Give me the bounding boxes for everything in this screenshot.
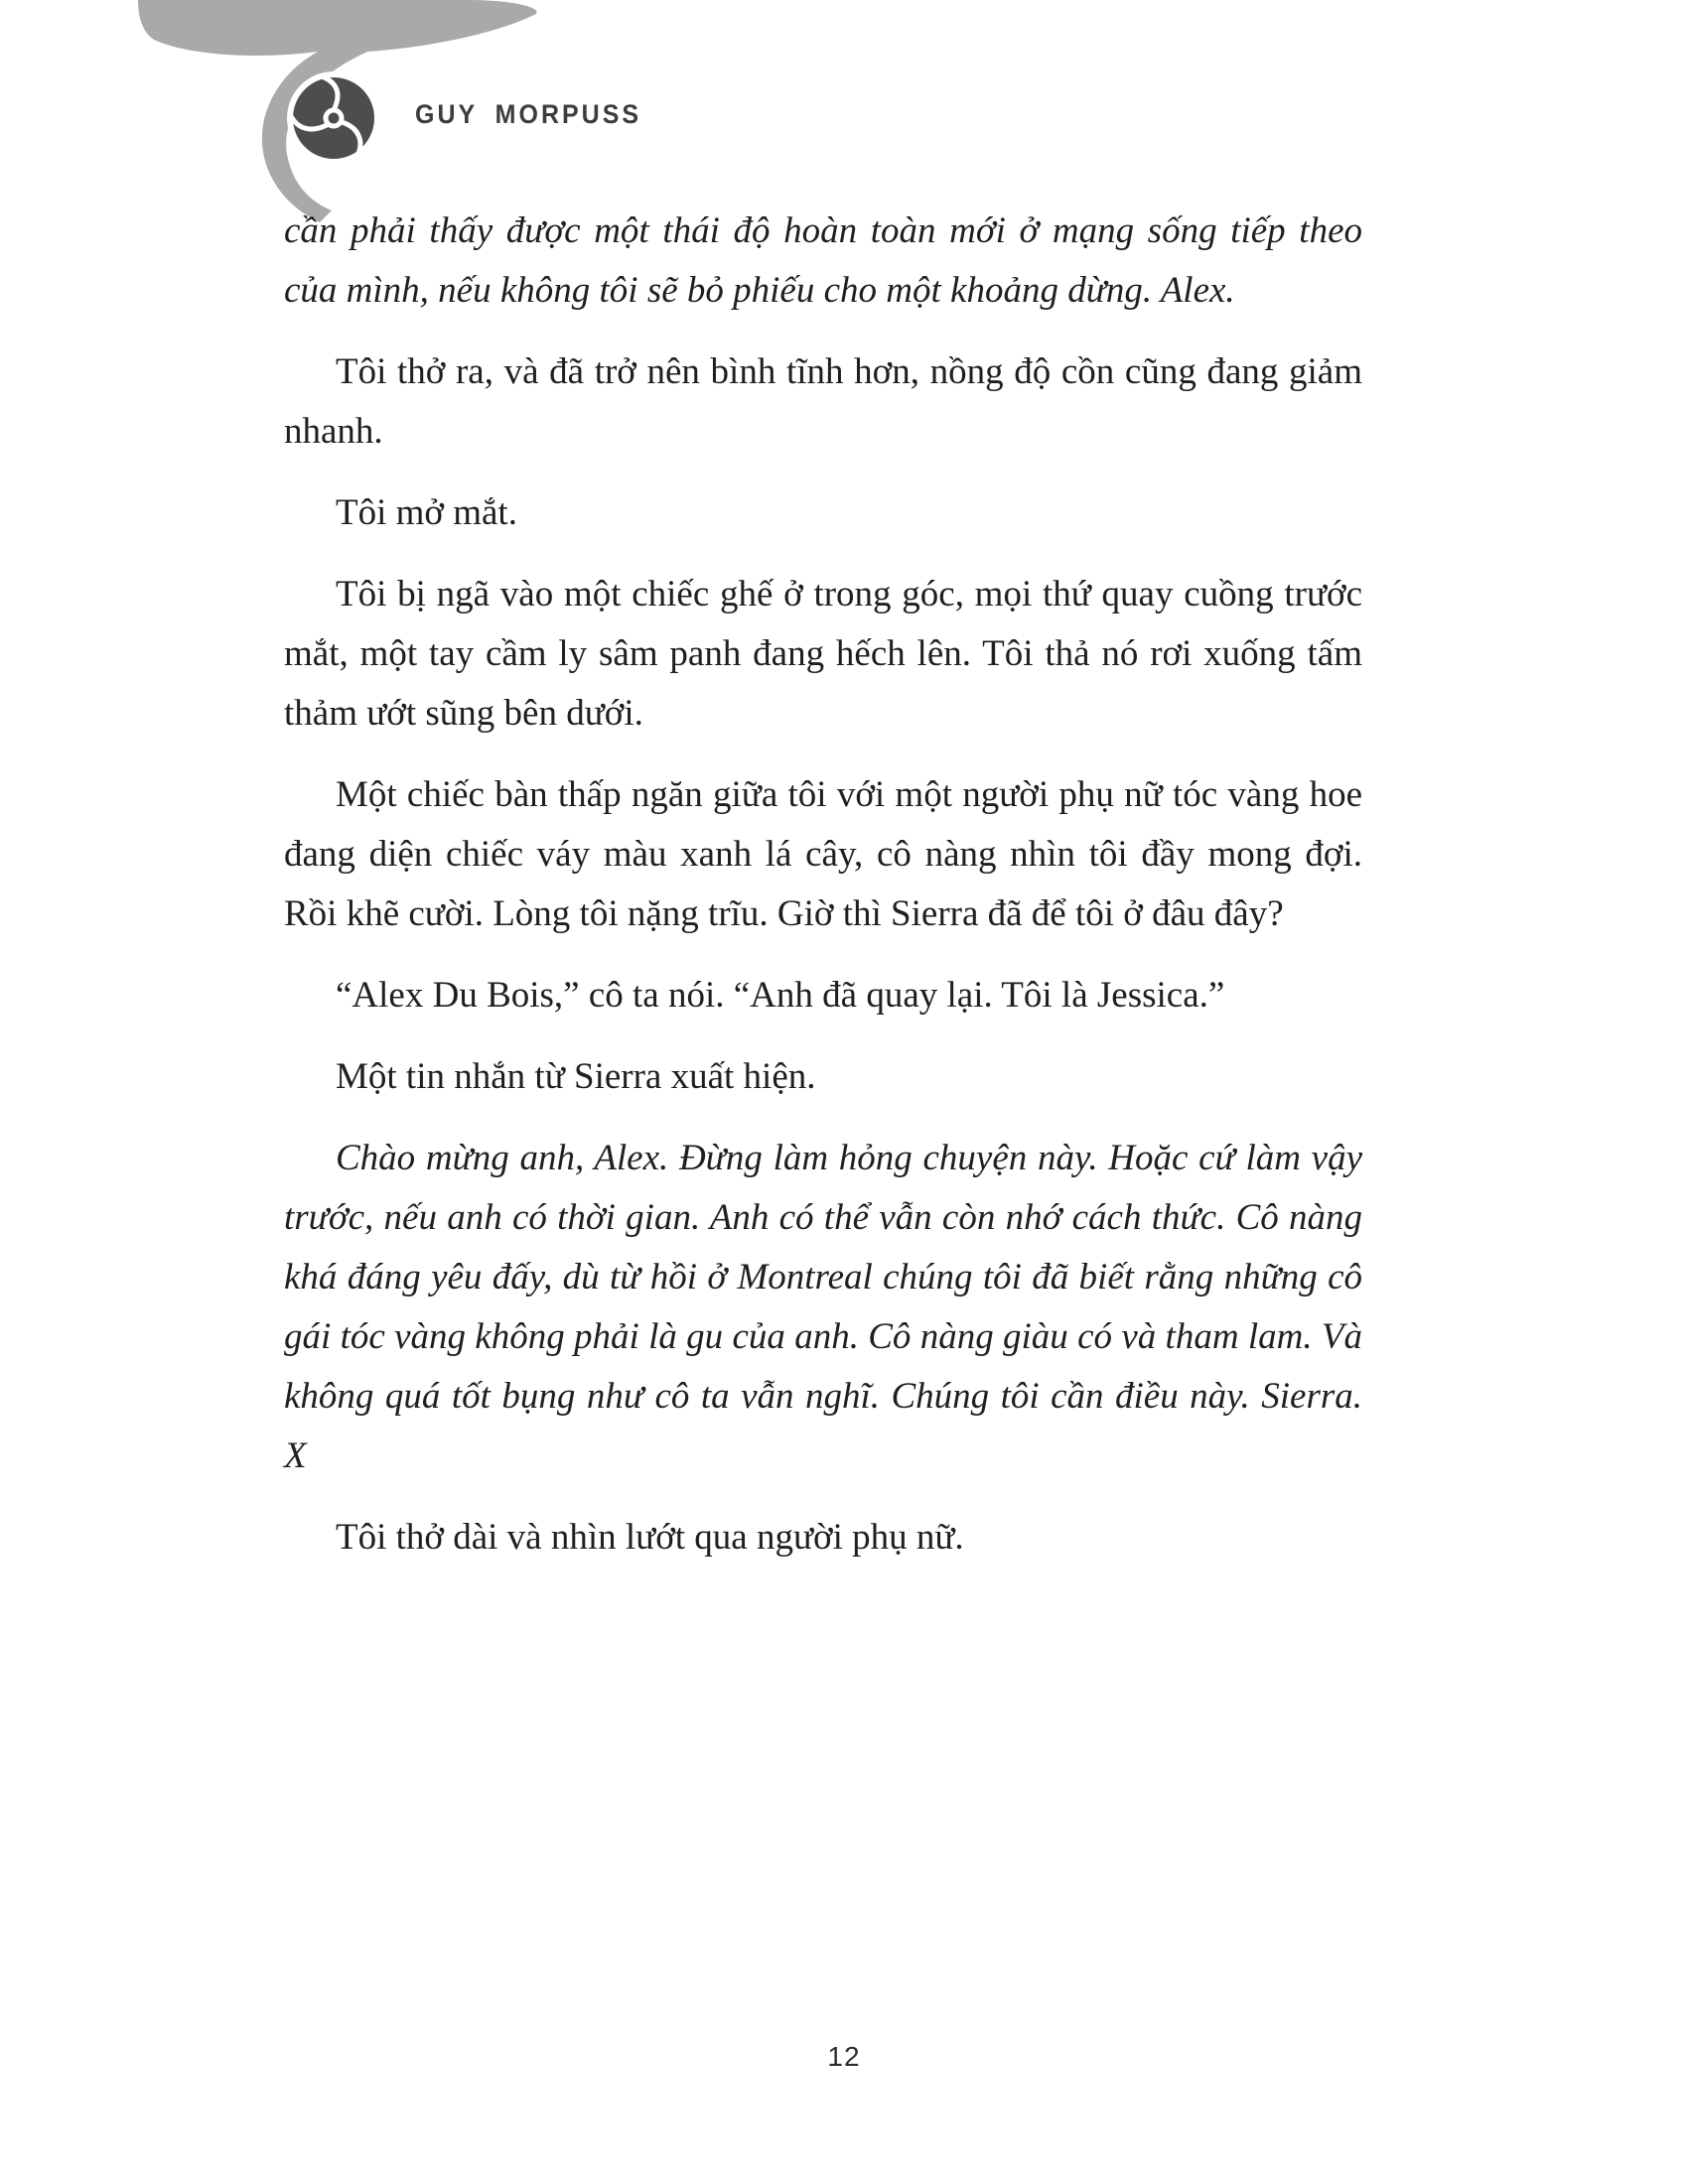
paragraph-7: Một tin nhắn từ Sierra xuất hiện. — [336, 1056, 816, 1097]
paragraph-9: Tôi thở dài và nhìn lướt qua người phụ nữ. — [336, 1517, 964, 1558]
page-number: 12 — [827, 2041, 861, 2072]
paragraph-3: Tôi mở mắt. — [336, 492, 517, 533]
aperture-spiral-icon — [290, 74, 377, 162]
paragraph-1: cần phải thấy được một thái độ hoàn toàn mới ở mạng sống tiếp theo của mình, nếu không tôi sẽ bỏ phiếu cho một khoảng dừng. Alex. — [284, 210, 1362, 311]
paragraph-5: Một chiếc bàn thấp ngăn giữa tôi với một người phụ nữ tóc vàng hoe đang diện chiếc váy màu xanh lá cây, cô nàng nhìn tôi đầy mong đợi. Rồi khẽ cười. Lòng tôi nặng trĩu. Giờ thì Sierra đã để tôi ở đâu đây? — [284, 774, 1362, 934]
paragraph-4: Tôi bị ngã vào một chiếc ghế ở trong góc, mọi thứ quay cuồng trước mắt, một tay cầm ly sâm panh đang hếch lên. Tôi thả nó rơi xuống tấm thảm ướt sũng bên dưới. — [284, 574, 1362, 734]
paragraph-2: Tôi thở ra, và đã trở nên bình tĩnh hơn, nồng độ cồn cũng đang giảm nhanh. — [284, 351, 1362, 452]
paragraph-6: “Alex Du Bois,” cô ta nói. “Anh đã quay lại. Tôi là Jessica.” — [336, 975, 1225, 1016]
page-body — [284, 202, 1362, 1589]
paragraph-8: Chào mừng anh, Alex. Đừng làm hỏng chuyện này. Hoặc cứ làm vậy trước, nếu anh có thời gian. Anh có thể vẫn còn nhớ cách thức. Cô nàng khá đáng yêu đấy, dù từ hồi ở Montreal chúng tôi đã biết rằng những cô gái tóc vàng không phải là gu của anh. Cô nàng giàu có và tham lam. Và không quá tốt bụng như cô ta vẫn nghĩ. Chúng tôi cần điều này. Sierra. X — [284, 1138, 1362, 1476]
author-name: GUY MORPUSS — [415, 99, 642, 130]
